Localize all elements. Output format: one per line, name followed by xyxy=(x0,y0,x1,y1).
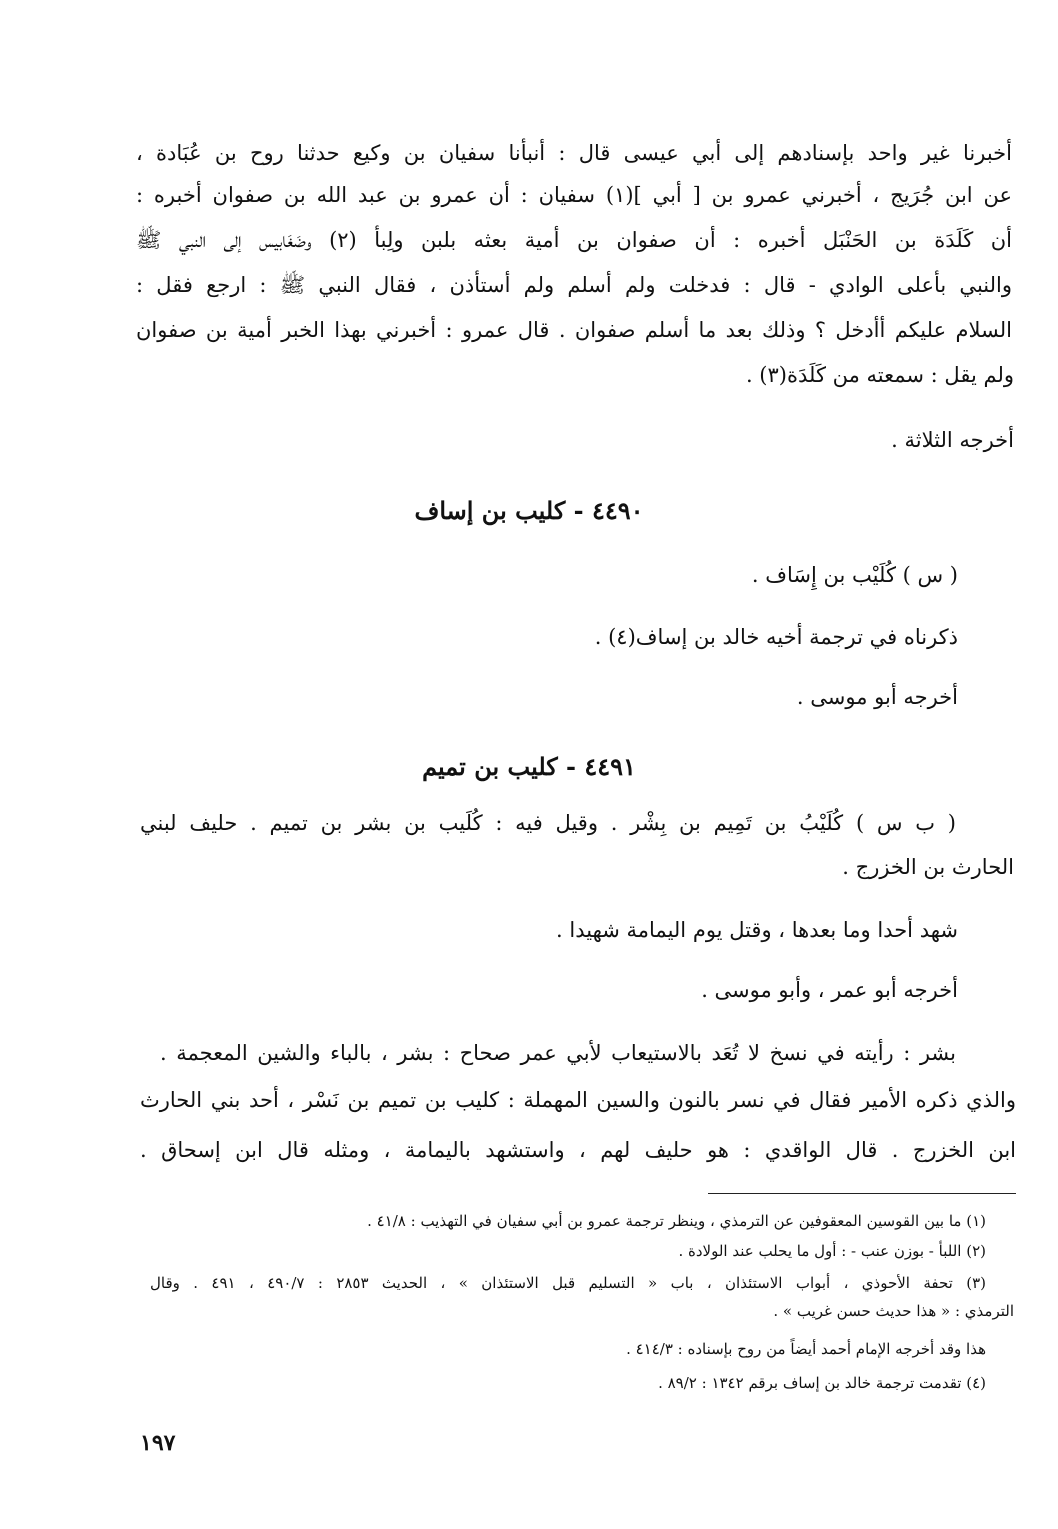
entry-4491-line-3: شهد أحدا وما بعدها ، وقتل يوم اليمامة شهيدا . xyxy=(556,918,958,942)
entry-heading-4491: ٤٤٩١ - كليب بن تميم xyxy=(422,752,636,781)
entry-4491-para-line-2: والذي ذكره الأمير فقال في نسر بالنون والسين المهملة : كليب بن تميم بن نَسْر ، أحد بني الحارث xyxy=(140,1088,1016,1112)
entry-4491-line-1: ( ب س ) كُلَيْبُ بن تَمِيم بن بِشْر . وقيل فيه : كُلَيب بن بشر بن تميم . حليف لبني xyxy=(140,811,956,835)
footnote-4: (٤) تقدمت ترجمة خالد بن إساف برقم ١٣٤٢ : ٨٩/٢ . xyxy=(658,1374,986,1392)
footnote-3-continuation: الترمذي : « هذا حديث حسن غريب » . xyxy=(773,1302,1014,1320)
footnote-3: (٣) تحفة الأحوذي ، أبواب الاستئذان ، باب « التسليم قبل الاستئذان » ، الحديث ٢٨٥٣ : ٤٩٠/٧ ، ٤٩١ . وقال xyxy=(150,1274,986,1292)
entry-4491-para-line-3: ابن الخزرج . قال الواقدي : هو حليف لهم ، واستشهد باليمامة ، ومثله قال ابن إسحاق . xyxy=(140,1138,1016,1162)
body-line-4: والنبي بأعلى الوادي - قال : فدخلت ولم أسلم ولم أستأذن ، فقال النبي ﷺ : ارجع فقل : xyxy=(136,273,1012,297)
page-number: ١٩٧ xyxy=(140,1430,176,1456)
entry-4490-line-1: ( س ) كُلَيْب بن إِسَاف . xyxy=(751,563,958,587)
body-line-2: عن ابن جُرَيج ، أخبرني عمرو بن [ أبي ](١) سفيان : أن عمرو بن عبد الله بن صفوان أخبره : xyxy=(136,183,1012,207)
footnote-1: (١) ما بين القوسين المعقوفين عن الترمذي ، وينظر ترجمة عمرو بن أبي سفيان في التهذيب : ٤١/٨ . xyxy=(367,1212,986,1230)
entry-4491-line-2: الحارث بن الخزرج . xyxy=(842,855,1014,879)
closing-line: أخرجه الثلاثة . xyxy=(891,428,1014,452)
footnote-2: (٢) اللبأ - بوزن عنب - : أول ما يحلب عند الولادة . xyxy=(678,1242,986,1260)
entry-heading-4490: ٤٤٩٠ - كليب بن إساف xyxy=(414,496,644,525)
entry-4491-line-4: أخرجه أبو عمر ، وأبو موسى . xyxy=(701,978,958,1002)
body-line-6: ولم يقل : سمعته من كَلَدَة(٣) . xyxy=(745,363,1014,387)
footnote-divider xyxy=(708,1193,1016,1194)
footnote-3-note: هذا وقد أخرجه الإمام أحمد أيضاً من روح بإسناده : ٤١٤/٣ . xyxy=(626,1340,986,1358)
body-line-3: أن كَلَدَة بن الحَنْبَل أخبره : أن صفوان بن أمية بعثه بلبن ولِبأ (٢) وضَغَابيس إلى النبي ﷺ xyxy=(136,228,1012,252)
body-line-1: أخبرنا غير واحد بإسنادهم إلى أبي عيسى قال : أنبأنا سفيان بن وكيع حدثنا روح بن عُبَادة ، xyxy=(136,141,1012,165)
entry-4491-para-line-1: بشر : رأيته في نسخ لا تُعَد بالاستيعاب لأبي عمر صحاح : بشر ، بالباء والشين المعجمة . xyxy=(160,1041,956,1065)
entry-4490-line-2: ذكرناه في ترجمة أخيه خالد بن إساف(٤) . xyxy=(594,625,958,649)
body-line-5: السلام عليكم أأدخل ؟ وذلك بعد ما أسلم صفوان . قال عمرو : أخبرني بهذا الخبر أمية بن صفوان xyxy=(136,318,1012,342)
entry-4490-line-3: أخرجه أبو موسى . xyxy=(796,685,958,709)
